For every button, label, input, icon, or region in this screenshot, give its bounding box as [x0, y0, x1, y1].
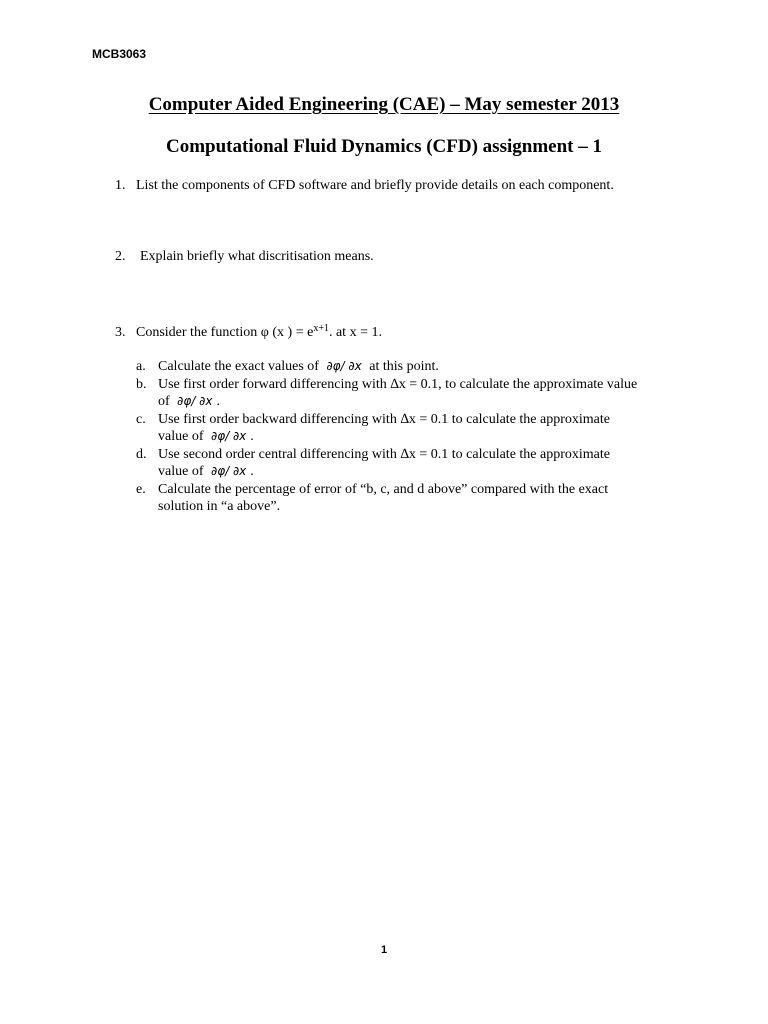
document-title: Computer Aided Engineering (CAE) – May semester 2013: [148, 94, 620, 115]
question-text: [136, 324, 382, 341]
question-number: 3.: [115, 325, 126, 340]
part-text: Use first order backward differencing with ∆x = 0.1 to calculate the approximate: [158, 411, 610, 427]
derivative-symbol: ∂φ/ ∂x: [177, 394, 213, 408]
part-letter: e.: [136, 481, 146, 497]
part-letter: c.: [136, 411, 146, 427]
function-text: Consider the function φ (x ) = e: [136, 325, 314, 340]
question-number: 2.: [115, 249, 126, 264]
part-a: [136, 358, 716, 376]
part-text-end: .: [216, 394, 220, 409]
question-3-parts: [136, 358, 716, 516]
part-letter: d.: [136, 446, 147, 462]
part-e: [136, 481, 716, 516]
part-text: Use first order forward differencing with ∆x = 0.1, to calculate the approximate value: [158, 376, 638, 392]
part-letter: b.: [136, 376, 147, 392]
part-text-of: of: [158, 394, 170, 409]
part-b: [136, 376, 716, 411]
question-text: List the components of CFD software and briefly provide details on each component.: [136, 178, 614, 193]
part-text-end: .: [250, 429, 254, 444]
part-text-value-of: value of: [158, 429, 204, 444]
assignment-title: Computational Fluid Dynamics (CFD) assignment – 1: [166, 136, 602, 157]
part-letter: a.: [136, 359, 146, 374]
question-text: Explain briefly what discritisation means.: [140, 249, 374, 264]
course-code: MCB3063: [92, 47, 147, 61]
part-c: [136, 411, 716, 446]
evaluation-point: . at x = 1.: [328, 325, 382, 340]
part-text-end: .: [250, 464, 254, 479]
part-text-line2: solution in “a above”.: [158, 499, 281, 514]
part-d: [136, 446, 716, 481]
part-text-end: at this point.: [369, 359, 439, 374]
part-text-value-of: value of: [158, 464, 204, 479]
derivative-symbol: ∂φ/ ∂x: [326, 359, 362, 373]
derivative-symbol: ∂φ/ ∂x: [210, 429, 247, 443]
part-text: Calculate the exact values of: [158, 359, 319, 374]
part-text: Use second order central differencing with ∆x = 0.1 to calculate the approximate: [158, 446, 610, 462]
part-text: Calculate the percentage of error of “b, c, and d above” compared with the exact: [158, 481, 609, 497]
derivative-symbol: ∂φ/ ∂x: [210, 464, 247, 478]
question-number: 1.: [115, 178, 126, 193]
exponent: x+1: [313, 323, 329, 334]
page-number: 1: [380, 944, 388, 956]
